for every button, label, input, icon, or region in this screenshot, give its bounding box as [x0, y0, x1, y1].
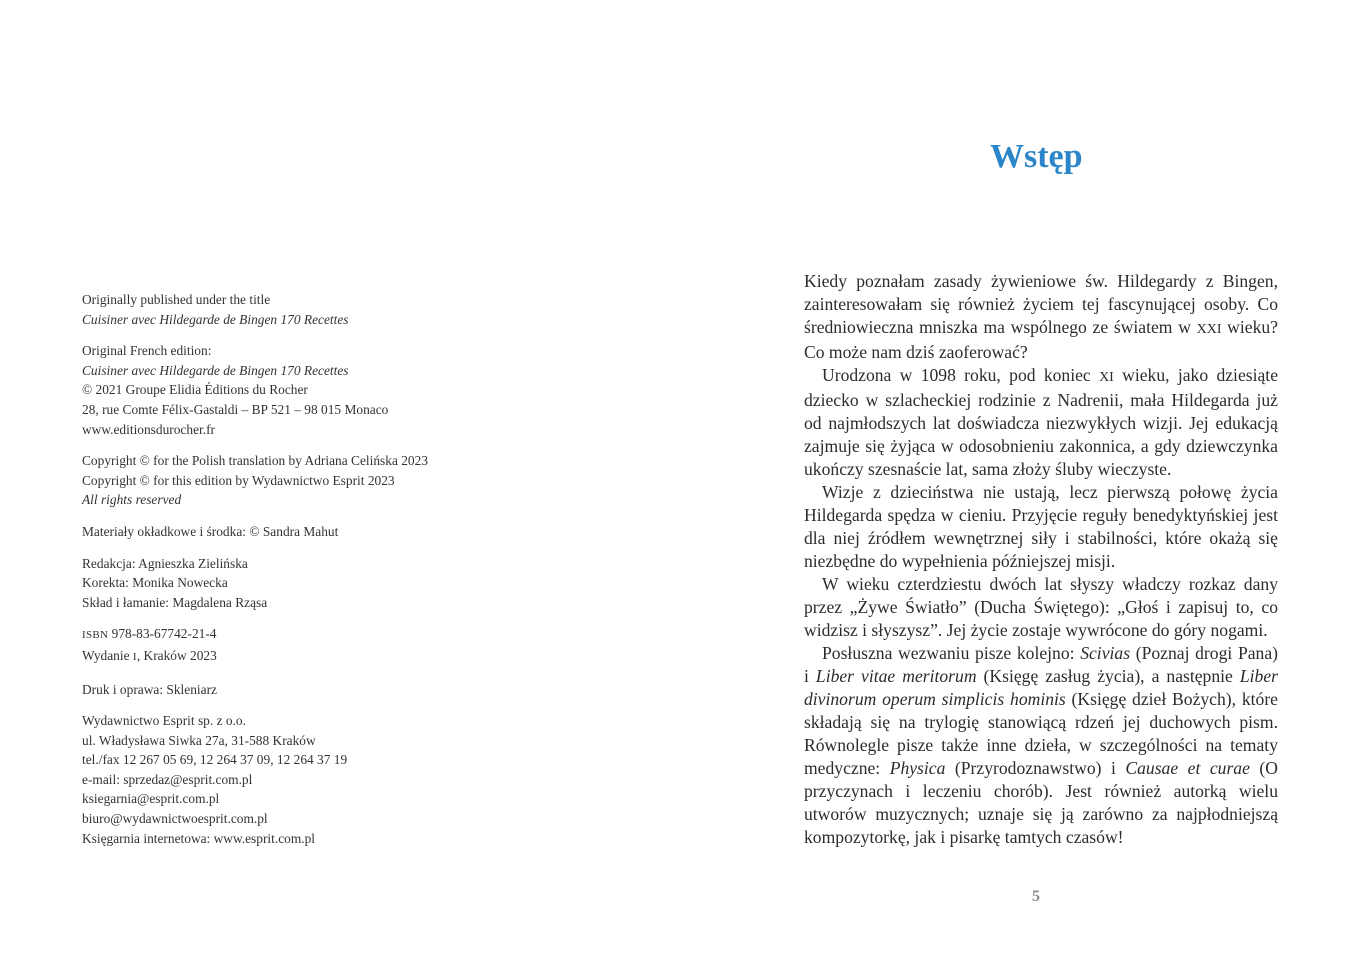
p2-century: XI — [1099, 370, 1114, 385]
p5-text-e: (Przyrodoznawstwo) i — [945, 758, 1126, 778]
materials-block — [82, 522, 502, 542]
p5-title-liber-vitae: Liber vitae meritorum — [815, 666, 977, 686]
publisher-online-shop: Księgarnia internetowa: www.esprit.com.pl — [82, 830, 316, 846]
p5-title-scivias: Scivias — [1080, 643, 1131, 663]
p5-title-causae: Causae et curae — [1125, 758, 1250, 778]
publisher-email-sales: e-mail: sprzedaz@esprit.com.pl — [82, 771, 253, 787]
editor-credit: Redakcja: Agnieszka Zielińska — [82, 555, 248, 571]
isbn-number: 978-83-67742-21-4 — [111, 626, 217, 642]
rights-reserved: All rights reserved — [82, 492, 182, 508]
colophon — [82, 290, 502, 860]
edition-numeral: I — [132, 650, 137, 663]
publisher-phone: tel./fax 12 267 05 69, 12 264 37 09, 12 264 37 19 — [82, 752, 348, 768]
materials-credit: Materiały okładkowe i środka: © Sandra Mahut — [82, 523, 339, 539]
french-website: www.editionsdurocher.fr — [82, 421, 216, 437]
isbn-label: ISBN — [82, 629, 109, 642]
paragraph-4: W wieku czterdziestu dwóch lat słyszy władczy rozkaz dany przez „Żywe Światło” (Ducha Świętego): „Głoś i zapisuj to, co widzisz i słyszysz”. Jej życie zostaje wywrócone do góry nogami. — [804, 574, 1278, 640]
p5-title-liber-divinorum: Liber divinorum operum simplicis hominis — [804, 666, 1278, 709]
page-number: 5 — [1032, 888, 1040, 905]
paragraph-3: Wizje z dzieciństwa nie ustają, lecz pierwszą połowę życia Hildegarda spędza w cieniu. Przyjęcie reguły benedyktyńskiej jest dla niej źródłem wewnętrznej siły i stabilności, które okażą się niezbędne do wypełnienia późniejszej misji. — [804, 482, 1278, 571]
isbn-block — [82, 624, 502, 667]
edition-suffix: , Kraków 2023 — [136, 647, 217, 663]
french-address: 28, rue Comte Félix-Gastaldi – BP 521 – 98 015 Monaco — [82, 401, 389, 417]
credits-block — [82, 554, 502, 613]
proofreading-credit: Korekta: Monika Nowecka — [82, 575, 228, 591]
p2-text-b: wieku, jako dziesiąte dziecko w szlacheckiej rodzinie z Nadrenii, mała Hildegarda już od najmłodszych lat doświadcza niezwykłych wizji. Jej edukacją zajmuje się żyjąca w odosobnieniu zakonnica, a gdy dziewczynka ukończy szesnaście lat, sama złoży śluby wieczyste. — [804, 365, 1278, 479]
p5-text-b: (Poznaj drogi Pana) i — [804, 643, 1278, 686]
copyright-block — [82, 451, 502, 510]
french-edition-title: Cuisiner avec Hildegarde de Bingen 170 Recettes — [82, 362, 349, 378]
translation-copyright: Copyright © for the Polish translation by Adriana Celińska 2023 — [82, 453, 429, 469]
original-title-label: Originally published under the title — [82, 292, 271, 307]
edition-prefix: Wydanie — [82, 647, 133, 663]
publisher-name: Wydawnictwo Esprit sp. z o.o. — [82, 713, 246, 729]
edition-copyright: Copyright © for this edition by Wydawnictwo Esprit 2023 — [82, 472, 395, 488]
edition-line — [82, 646, 502, 668]
french-copyright: © 2021 Groupe Elidia Éditions du Rocher — [82, 382, 308, 398]
p1-text-a: Kiedy poznałam zasady żywieniowe św. Hildegardy z Bingen, zainteresowałam się również życiem tej fascynującej osoby. Co średniowieczna mniszka ma wspólnego ze światem w — [804, 271, 1278, 337]
publisher-email-shop: ksiegarnia@esprit.com.pl — [82, 791, 220, 807]
printing-block — [82, 680, 502, 700]
paragraph-5 — [804, 642, 1278, 849]
french-edition-block — [82, 341, 502, 439]
paragraph-2 — [804, 364, 1278, 481]
typesetting-credit: Skład i łamanie: Magdalena Rząsa — [82, 594, 268, 610]
p2-text-a: Urodzona w 1098 roku, pod koniec — [822, 365, 1100, 385]
p5-text-f: (O przyczynach i leczeniu chorób). Jest również autorką wielu utworów muzycznych; uznaje się ją zarówno za najpłodniejszą kompozytorkę, jak i pisarkę tamtych czasów! — [804, 758, 1278, 847]
p5-text-a: Posłuszna wezwaniu pisze kolejno: — [822, 643, 1081, 663]
publisher-street: ul. Władysława Siwka 27a, 31-588 Kraków — [82, 732, 316, 748]
p5-text-d: (Księgę dzieł Bożych), które składają się na trylogię stanowiącą rdzeń jej duchowych pism. Równolegle pisze także inne dzieła, w szczególności na tematy medyczne: — [804, 689, 1278, 778]
publisher-email-office: biuro@wydawnictwoesprit.com.pl — [82, 811, 268, 827]
paragraph-1 — [804, 270, 1278, 364]
isbn-line — [82, 624, 502, 646]
p5-text-c: (Księgę zasług życia), a następnie — [976, 666, 1240, 686]
p5-title-physica: Physica — [889, 758, 946, 778]
printing-credit: Druk i oprawa: Skleniarz — [82, 681, 217, 697]
introduction-text — [804, 270, 1278, 849]
original-title-block — [82, 290, 502, 329]
p1-text-b: wieku? Co może nam dziś zaoferować? — [804, 317, 1278, 362]
chapter-title: Wstęp — [990, 138, 1083, 175]
original-title: Cuisiner avec Hildegarde de Bingen 170 Recettes — [82, 311, 349, 327]
french-edition-label: Original French edition: — [82, 343, 212, 359]
p1-century: XXI — [1196, 322, 1222, 337]
publisher-block — [82, 711, 502, 848]
